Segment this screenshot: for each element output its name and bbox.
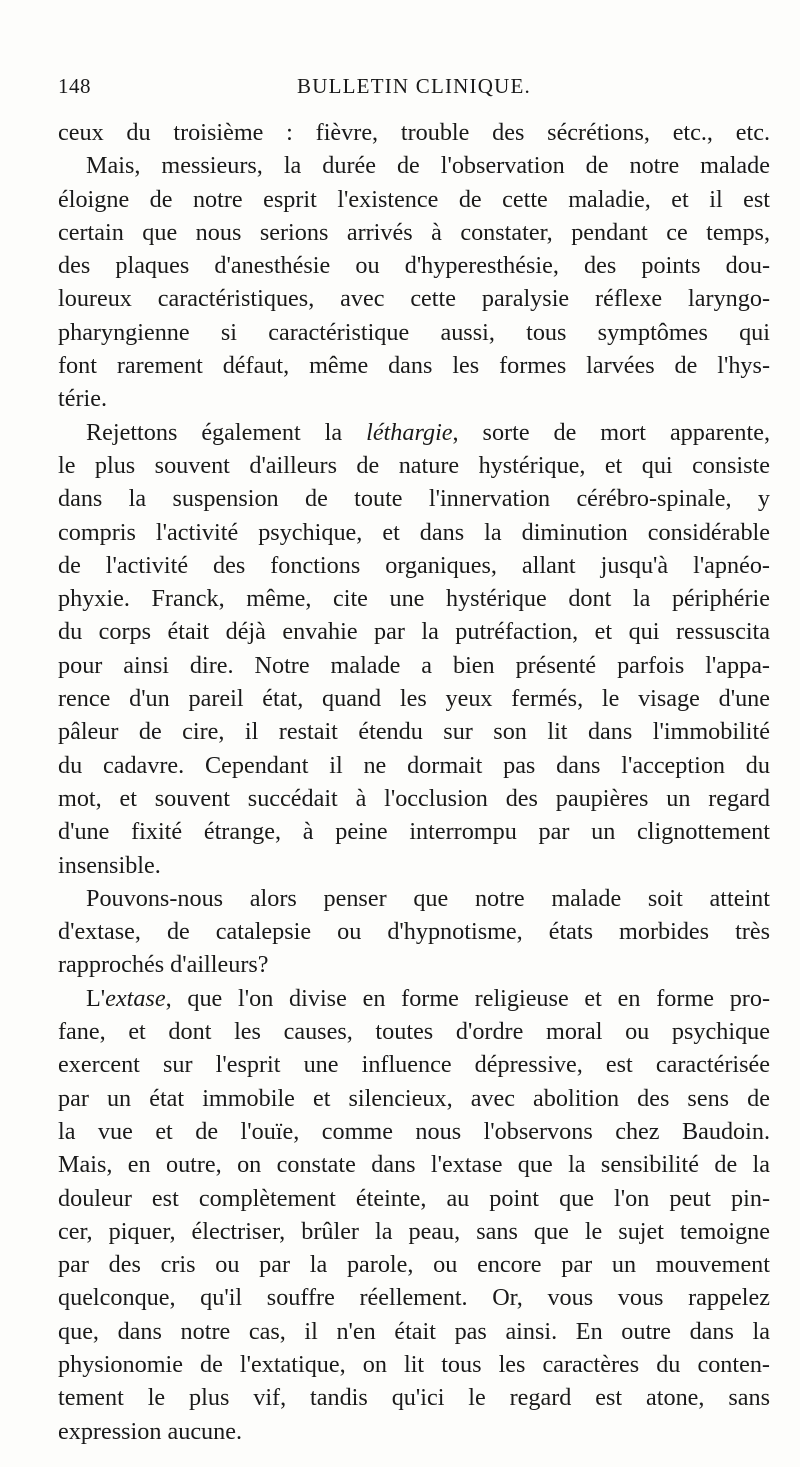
text-line: pour ainsi dire. Notre malade a bien présenté parfois l'appa- (58, 651, 770, 679)
text-line: térie. (58, 385, 108, 413)
text-line: cer, piquer, électriser, brûler la peau, sans que le sujet temoigne (58, 1217, 770, 1245)
text-line: fane, et dont les causes, toutes d'ordre moral ou psychique (58, 1018, 770, 1046)
text-line: expression aucune. (58, 1417, 243, 1445)
text-line: de l'activité des fonctions organiques, allant jusqu'à l'apnéo- (58, 551, 770, 579)
text-fragment: Rejettons également la (86, 418, 367, 446)
term-extase: extase (105, 984, 166, 1012)
text-fragment: , que l'on divise en forme religieuse et en forme pro- (165, 984, 770, 1012)
text-line: exercent sur l'esprit une influence dépressive, est caractérisée (58, 1051, 770, 1079)
text-line: tement le plus vif, tandis qu'ici le regard est atone, sans (58, 1384, 770, 1412)
term-lethargie: léthargie (366, 418, 453, 446)
text-line: d'extase, de catalepsie ou d'hypnotisme, états morbides très (58, 918, 770, 946)
text-line: Mais, en outre, on constate dans l'extase que la sensibilité de la (58, 1151, 770, 1179)
text-line: des plaques d'anesthésie ou d'hyperesthésie, des points dou- (58, 252, 770, 280)
text-line-lethargie (58, 416, 770, 449)
text-line: la vue et de l'ouïe, comme nous l'observons chez Baudoin. (58, 1117, 770, 1145)
text-line: Pouvons-nous alors penser que notre malade soit atteint (86, 884, 770, 912)
text-line: du cadavre. Cependant il ne dormait pas dans l'acception du (58, 751, 770, 779)
text-line-extase (58, 982, 770, 1015)
text-line: du corps était déjà envahie par la putréfaction, et qui ressuscita (58, 618, 770, 646)
text-line: mot, et souvent succédait à l'occlusion des paupières un regard (58, 784, 770, 812)
body-text (58, 116, 770, 1448)
text-line: Mais, messieurs, la durée de l'observation de notre malade (86, 152, 770, 180)
text-line: pâleur de cire, il restait étendu sur son lit dans l'immobilité (58, 718, 770, 746)
text-line: font rarement défaut, même dans les formes larvées de l'hys- (58, 352, 770, 380)
running-head: BULLETIN CLINIQUE. (297, 74, 531, 98)
text-line: loureux caractéristiques, avec cette paralysie réflexe laryngo- (58, 285, 770, 313)
text-line: quelconque, qu'il souffre réellement. Or, vous vous rappelez (58, 1284, 770, 1312)
text-line: compris l'activité psychique, et dans la diminution considérable (58, 518, 770, 546)
text-fragment: L' (86, 984, 106, 1012)
text-line: douleur est complètement éteinte, au point que l'on peut pin- (58, 1184, 770, 1212)
text-line: dans la suspension de toute l'innervation cérébro-spinale, y (58, 485, 770, 513)
text-line: ceux du troisième : fièvre, trouble des sécrétions, etc., etc. (58, 119, 770, 146)
text-line: le plus souvent d'ailleurs de nature hystérique, et qui consiste (58, 451, 770, 479)
text-line: par un état immobile et silencieux, avec abolition des sens de (58, 1084, 770, 1112)
text-line: certain que nous serions arrivés à constater, pendant ce temps, (58, 218, 770, 246)
text-line: pharyngienne si caractéristique aussi, tous symptômes qui (58, 318, 770, 346)
text-line: d'une fixité étrange, à peine interrompu par un clignottement (58, 818, 770, 846)
text-line: phyxie. Franck, même, cite une hystérique dont la périphérie (58, 585, 770, 613)
text-line: physionomie de l'extatique, on lit tous les caractères du conten- (58, 1350, 770, 1378)
text-line: rence d'un pareil état, quand les yeux fermés, le visage d'une (58, 685, 770, 713)
page-header (58, 74, 770, 108)
text-fragment: , sorte de mort apparente, (452, 418, 770, 446)
text-line: par des cris ou par la parole, ou encore par un mouvement (58, 1251, 770, 1279)
text-line: rapprochés d'ailleurs? (58, 951, 269, 979)
text-line: insensible. (58, 851, 161, 879)
text-line: éloigne de notre esprit l'existence de cette maladie, et il est (58, 185, 770, 213)
text-line: que, dans notre cas, il n'en était pas ainsi. En outre dans la (58, 1317, 770, 1345)
page-number: 148 (58, 74, 91, 98)
